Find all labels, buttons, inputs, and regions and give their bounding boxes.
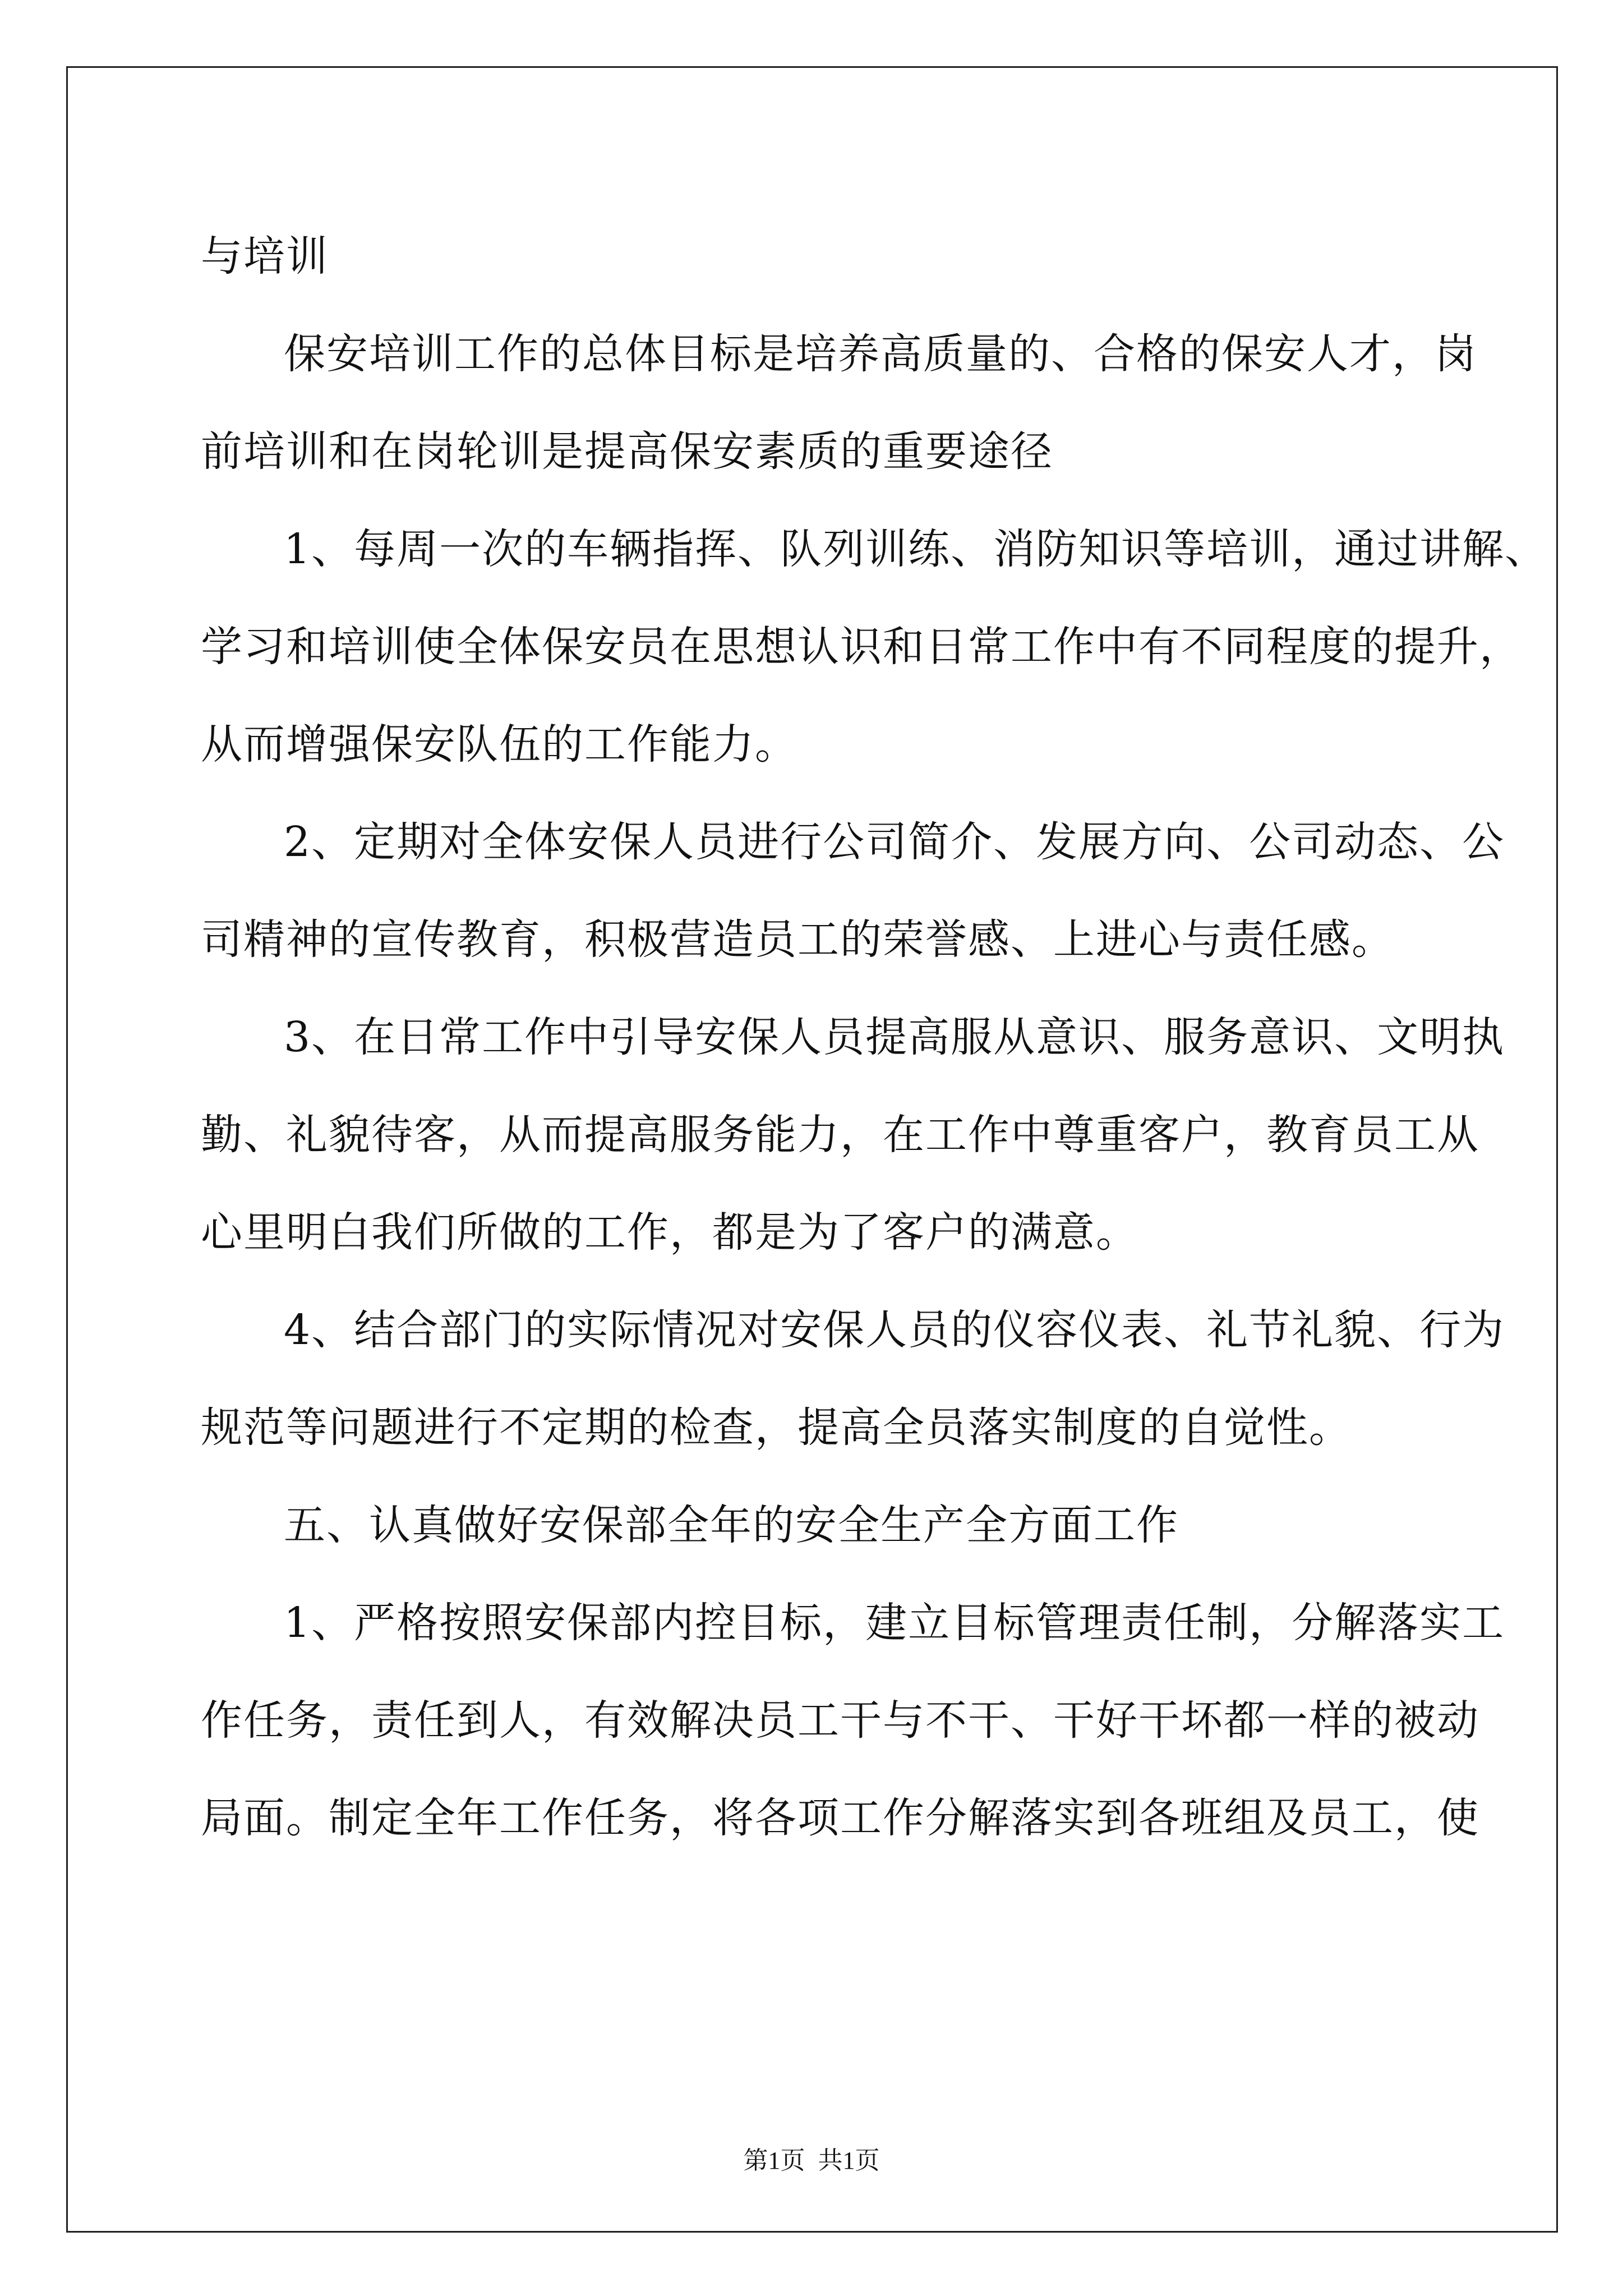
page-total: 共1页 [818, 2147, 880, 2174]
text-line-10: 勤、礼貌待客，从而提高服务能力，在工作中尊重客户，教育员工从 [201, 1111, 1479, 1159]
text-line-7: 2、定期对全体安保人员进行公司简介、发展方向、公司动态、公 [284, 818, 1505, 866]
text-line-12: 4、结合部门的实际情况对安保人员的仪容仪表、礼节礼貌、行为 [284, 1306, 1505, 1354]
text-line-16: 作任务，责任到人，有效解决员工干与不干、干好干坏都一样的被动 [201, 1696, 1479, 1745]
text-line-4: 1、每周一次的车辆指挥、队列训练、消防知识等培训，通过讲解、 [284, 525, 1548, 573]
text-line-2: 保安培训工作的总体目标是培养高质量的、合格的保安人才，岗 [284, 330, 1477, 378]
text-line-3: 前培训和在岗轮训是提高保安素质的重要途径 [201, 427, 1053, 476]
text-line-11: 心里明白我们所做的工作，都是为了客户的满意。 [201, 1208, 1138, 1257]
text-line-17: 局面。制定全年工作任务，将各项工作分解落实到各班组及员工，使 [201, 1794, 1479, 1842]
document-body [201, 208, 1548, 1867]
text-line-9: 3、在日常工作中引导安保人员提高服从意识、服务意识、文明执 [284, 1013, 1505, 1061]
text-line-6: 从而增强保安队伍的工作能力。 [201, 720, 797, 769]
text-line-1: 与培训 [201, 232, 329, 280]
section-heading: 五、认真做好安保部全年的安全生产全方面工作 [284, 1501, 1179, 1549]
page-footer [0, 2144, 1623, 2178]
text-line-5: 学习和培训使全体保安员在思想认识和日常工作中有不同程度的提升， [201, 623, 1522, 671]
text-line-13: 规范等问题进行不定期的检查，提高全员落实制度的自觉性。 [201, 1404, 1352, 1452]
text-line-8: 司精神的宣传教育，积极营造员工的荣誉感、上进心与责任感。 [201, 915, 1394, 964]
text-line-15: 1、严格按照安保部内控目标，建立目标管理责任制，分解落实工 [284, 1599, 1505, 1647]
page-number: 第1页 [743, 2147, 805, 2174]
